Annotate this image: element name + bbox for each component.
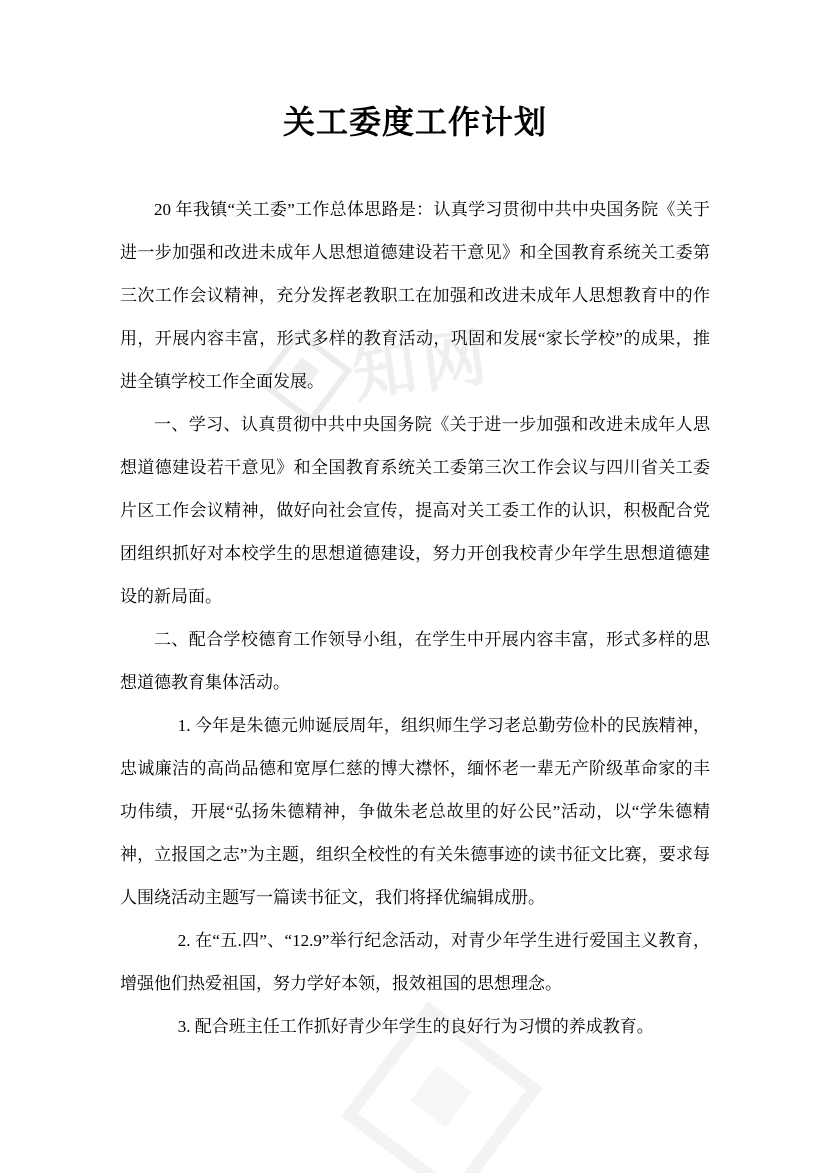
paragraph-intro: 20 年我镇“关工委”工作总体思路是：认真学习贯彻中共中央国务院《关于进一步加强和改进未成年人思想道德建设若干意见》和全国教育系统关工委第三次工作会议精神，充分发挥老教职工在加强和改进未成年人思想教育中的作用，开展内容丰富，形式多样的教育活动，巩固和发展“家长学校”的成果，推进全镇学校工作全面发展。 (120, 200, 710, 391)
paragraph-item-3: 3. 配合班主任工作抓好青少年学生的良好行为习惯的养成教育。 (177, 1017, 654, 1036)
paragraph-section-2: 二、配合学校德育工作领导小组，在学生中开展内容丰富，形式多样的思想道德教育集体活动。 (120, 630, 710, 692)
paragraph-item-2: 2. 在“五.四”、“12.9”举行纪念活动，对青少年学生进行爱国主义教育，增强他们热爱祖国，努力学好本领，报效祖国的思想理念。 (120, 931, 710, 993)
paragraph-item-1: 1. 今年是朱德元帅诞辰周年，组织师生学习老总勤劳俭朴的民族精神，忠诚廉洁的高尚品德和宽厚仁慈的博大襟怀，缅怀老一辈无产阶级革命家的丰功伟绩，开展“弘扬朱德精神，争做朱老总故里的好公民”活动，以“学朱德精神，立报国之志”为主题，组织全校性的有关朱德事迹的读书征文比赛，要求每人围绕活动主题写一篇读书征文，我们将择优编辑成册。 (120, 716, 710, 907)
document-content (120, 100, 710, 1048)
paragraph-section-1: 一、学习、认真贯彻中共中央国务院《关于进一步加强和改进未成年人思想道德建设若干意见》和全国教育系统关工委第三次工作会议与四川省关工委片区工作会议精神，做好向社会宣传，提高对关工委工作的认识，积极配合党团组织抓好对本校学生的思想道德建设，努力开创我校青少年学生思想道德建设的新局面。 (120, 415, 710, 606)
document-title: 关工委度工作计划 (282, 104, 547, 140)
watermark-text: 知网 (348, 320, 497, 411)
